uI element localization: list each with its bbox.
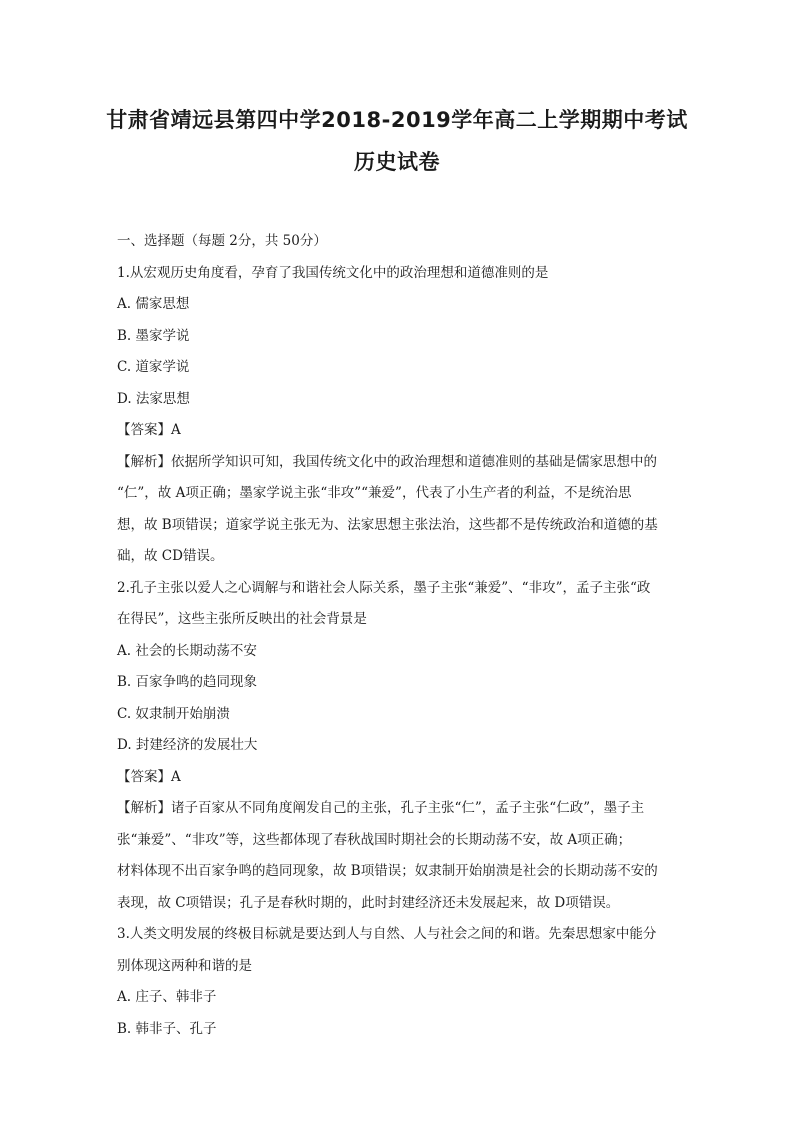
stem-line: 3.人类文明发展的终极目标就是要达到人与自然、人与社会之间的和谐。先秦思想家中能分: [117, 926, 657, 942]
option-c: C. 奴隶制开始崩溃: [117, 705, 230, 722]
question-stem: 1.从宏观历史角度看，孕育了我国传统文化中的政治理想和道德准则的是: [117, 264, 549, 281]
document-subtitle: 历史试卷: [354, 150, 440, 174]
option-c: C. 道家学说: [117, 359, 190, 375]
question-stem: [117, 573, 679, 636]
analysis-line: 材料体现不出百家争鸣的趋同现象，故 B项错误；奴隶制开始崩溃是社会的长期动荡不安的: [117, 863, 658, 879]
question-1: [117, 258, 679, 573]
analysis-line: 想，故 B项错误；道家学说主张无为、法家思想主张法治，这些都不是传统政治和道德的基: [117, 516, 658, 533]
document-body: [117, 226, 679, 1045]
analysis-line: 表现，故 C项错误；孔子是春秋时期的，此时封建经济还未发展起来，故 D项错误。: [117, 894, 620, 911]
option-a: A. 儒家思想: [117, 296, 190, 312]
option-a: A. 社会的长期动荡不安: [117, 642, 257, 659]
analysis-line: 【解析】依据所学知识可知，我国传统文化中的政治理想和道德准则的基础是儒家思想中的: [117, 453, 657, 470]
analysis-line: 张“兼爱”、“非攻”等，这些都体现了春秋战国时期社会的长期动荡不安，故 A项正确；: [117, 831, 632, 848]
analysis: [117, 447, 679, 573]
analysis: [117, 793, 679, 919]
option-b: B. 墨家学说: [117, 327, 190, 344]
question-2: [117, 573, 679, 920]
stem-line: 别体现这两种和谐的是: [117, 957, 252, 974]
option-d: D. 法家思想: [117, 390, 190, 407]
answer: 【答案】A: [117, 768, 181, 785]
option-d: D. 封建经济的发展壮大: [117, 737, 258, 753]
analysis-line: 【解析】诸子百家从不同角度阐发自己的主张，孔子主张“仁”，孟子主张“仁政”，墨子主: [117, 800, 645, 816]
option-b: B. 韩非子、孔子: [117, 1020, 217, 1037]
question-3: [117, 919, 679, 1045]
option-b: B. 百家争鸣的趋同现象: [117, 674, 258, 690]
option-a: A. 庄子、韩非子: [117, 989, 217, 1005]
stem-line: 2.孔子主张以爱人之心调解与和谐社会人际关系，墨子主张“兼爱”、“非攻”，孟子主张“政: [117, 579, 651, 596]
section-heading: 一、选择题（每题 2分，共 50分）: [117, 233, 327, 249]
analysis-line: 础，故 CD错误。: [117, 548, 224, 564]
stem-line: 在得民”，这些主张所反映出的社会背景是: [117, 611, 367, 627]
question-stem: [117, 919, 679, 982]
document-title: 甘肃省靖远县第四中学2018-2019学年高二上学期期中考试: [106, 108, 688, 132]
analysis-line: “仁”，故 A项正确；墨家学说主张“非攻”“兼爱”，代表了小生产者的利益，不是统治思: [117, 485, 632, 501]
answer: 【答案】A: [117, 422, 181, 438]
